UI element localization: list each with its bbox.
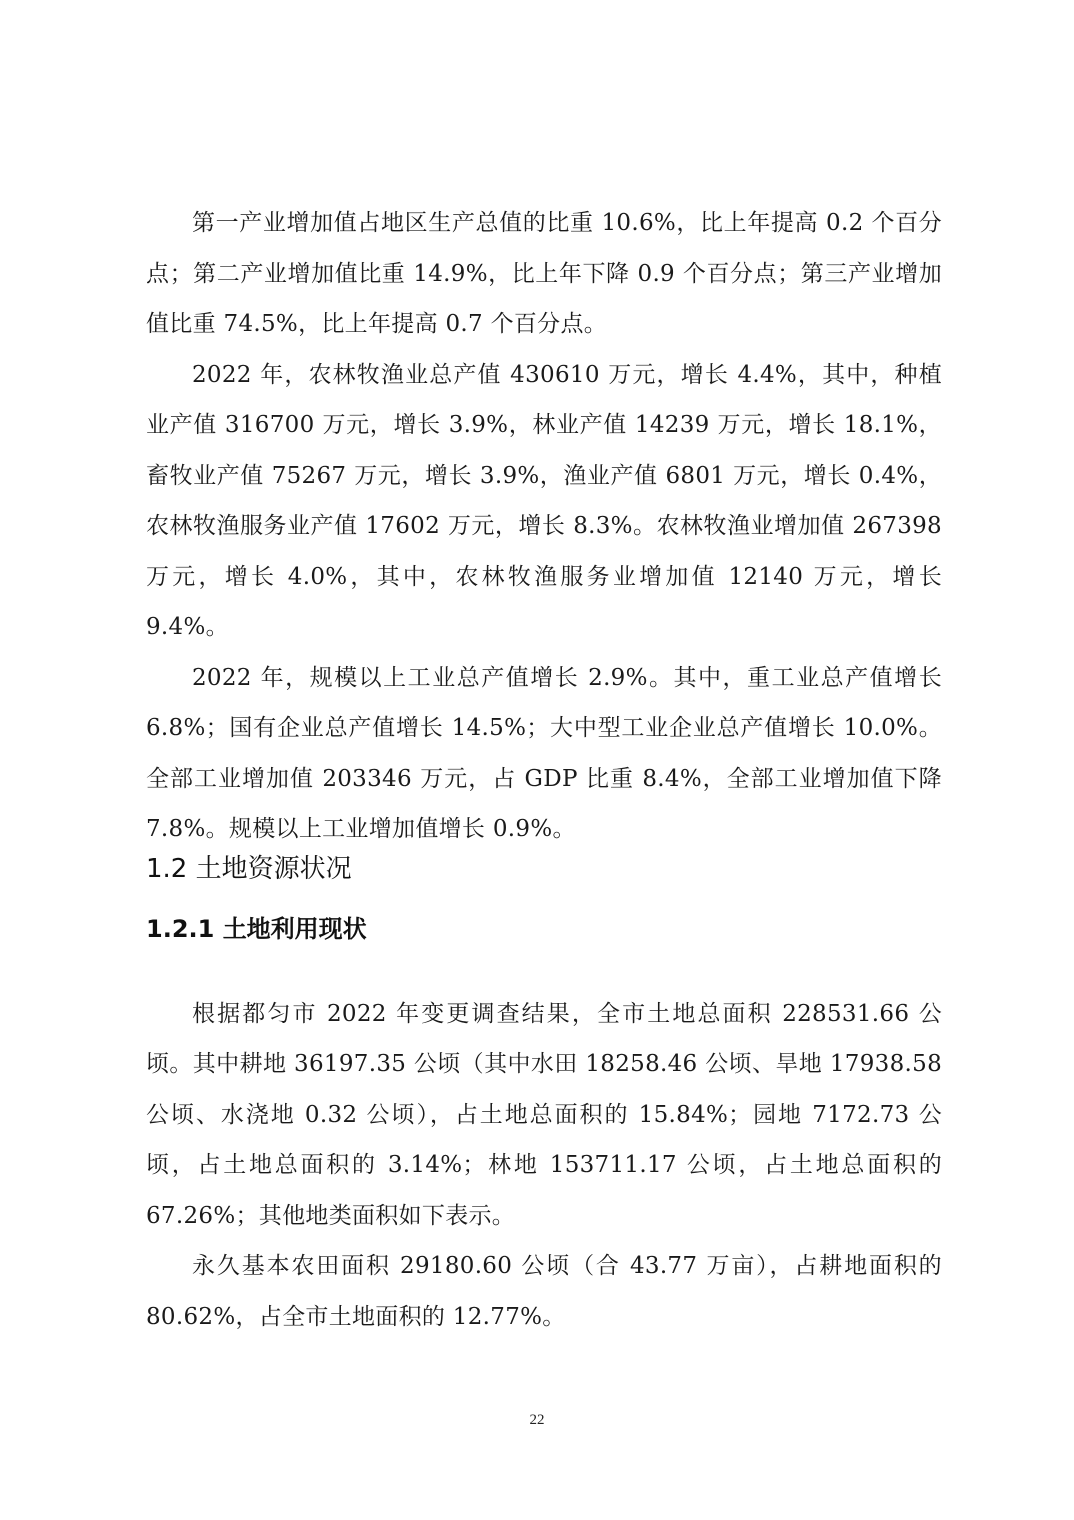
- page-number: 22: [529, 1412, 545, 1428]
- paragraph-agriculture-output: 2022 年，农林牧渔业总产值 430610 万元，增长 4.4%，其中，种植业产值 316700 万元，增长 3.9%，林业产值 14239 万元，增长 18.1%，畜牧业产值 75267 万元，增长 3.9%，渔业产值 6801 万元，增长 0.4%，农林牧渔服务业产值 17602 万元，增长 8.3%。农林牧渔业增加值 267398 万元，增长 4.0%，其中，农林牧渔服务业增加值 12140 万元，增长 9.4%。: [146, 361, 942, 640]
- paragraph-land-survey: 根据都匀市 2022 年变更调查结果，全市土地总面积 228531.66 公顷。其中耕地 36197.35 公顷（其中水田 18258.46 公顷、旱地 17938.58 公顷、水浇地 0.32 公顷），占土地总面积的 15.84%；园地 7172.73 公顷，占土地总面积的 3.14%；林地 153711.17 公顷，占土地总面积的 67.26%；其他地类面积如下表示。: [146, 1000, 942, 1229]
- subsection-heading-land-use: 1.2.1 土地利用现状: [146, 914, 367, 943]
- paragraph-industry-share: 第一产业增加值占地区生产总值的比重 10.6%，比上年提高 0.2 个百分点；第二产业增加值比重 14.9%，比上年下降 0.9 个百分点；第三产业增加值比重 74.5%，比上年提高 0.7 个百分点。: [146, 210, 942, 337]
- paragraph-industrial-output: 2022 年，规模以上工业总产值增长 2.9%。其中，重工业总产值增长 6.8%；国有企业总产值增长 14.5%；大中型工业企业总产值增长 10.0%。全部工业增加值 203346 万元，占 GDP 比重 8.4%，全部工业增加值下降 7.8%。规模以上工业增加值增长 0.9%。: [146, 664, 942, 842]
- section-heading-land-resources: 1.2 土地资源状况: [146, 853, 352, 884]
- paragraph-basic-farmland: 永久基本农田面积 29180.60 公顷（合 43.77 万亩），占耕地面积的 80.62%，占全市土地面积的 12.77%。: [146, 1253, 942, 1330]
- document-body: [146, 198, 942, 1342]
